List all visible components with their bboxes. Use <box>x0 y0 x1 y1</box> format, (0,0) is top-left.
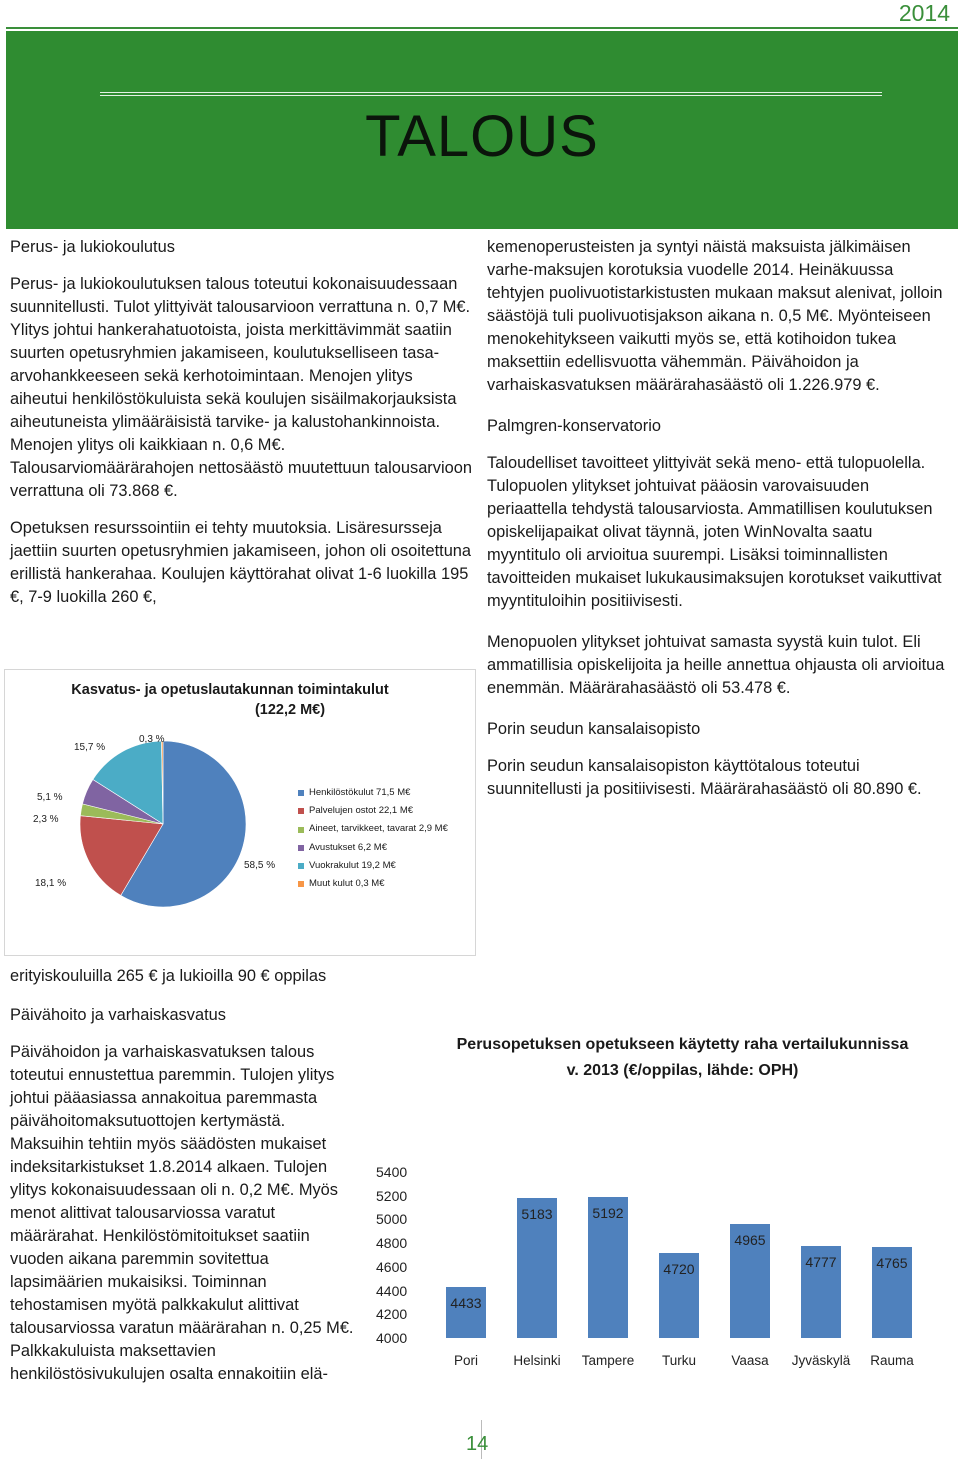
bar-value-label: 4720 <box>663 1260 695 1277</box>
paragraph: erityiskouluilla 265 € ja lukioilla 90 € oppilas <box>10 967 327 985</box>
x-category-label: Vaasa <box>731 1353 769 1368</box>
section-heading-paivahoito: Päivähoito ja varhaiskasvatus <box>10 1006 226 1024</box>
bar-value-label: 4965 <box>734 1231 766 1248</box>
legend-item <box>298 857 448 875</box>
y-tick-label: 4600 <box>376 1258 408 1275</box>
pie-legend <box>298 784 448 893</box>
legend-item <box>298 875 448 893</box>
legend-label: Avustukset 6,2 M€ <box>309 841 387 853</box>
title-banner <box>6 31 958 229</box>
legend-label: Vuokrakulut 19,2 M€ <box>309 859 396 871</box>
pie-label-vuokrat: 15,7 % <box>74 742 106 753</box>
left-column-top <box>10 236 472 623</box>
bar-value-label: 5183 <box>521 1205 553 1222</box>
legend-swatch <box>298 808 304 814</box>
y-tick-label: 5000 <box>376 1211 408 1228</box>
banner-rule-bottom <box>100 95 882 96</box>
pie-label-henkilosto: 58,5 % <box>244 860 276 871</box>
legend-label: Muut kulut 0,3 M€ <box>309 878 385 890</box>
page-title: TALOUS <box>365 104 599 169</box>
section-heading-perus: Perus- ja lukiokoulutus <box>10 238 175 256</box>
paragraph: Menopuolen ylitykset johtuivat samasta syystä kuin tulot. Eli ammatillisia opiskelijoita ja heille annettua ohjausta oli arvioitua enemmän. Määrärahasäästö oli 53.478 €. <box>487 633 945 697</box>
paragraph: Päivähoidon ja varhaiskasvatuksen talous toteutui ennustettua paremmin. Tulojen ylitys johtui pääasiassa annakoitua paremmasta päivähoitomaksutuottojen kertymästä. Maksuihin tehtiin myös säädösten mukaiset indeksitarkistukset 1.8.2014 alkaen. Tulojen ylitys kokonaisuudessaan oli n. 0,2 M€. Myös menot alittivat talousarviossa varatut määrärahat. Henkilöstömitoitukset saatiin vuoden aikana paremmin sovitettua lapsimäärien mukaisiksi. Toiminnan tehostamisen myötä palkkakulut alittivat talousarviossa varatun määrärahan n. 0,25 M€. Palkkakuluista maksettavien henkilöstösivukulujen osalta ennakoitiin elä- <box>10 1043 354 1383</box>
legend-item <box>298 820 448 838</box>
paragraph: Opetuksen resurssointiin ei tehty muutoksia. Lisäresursseja jaettiin suurten opetusryhmien jakamiseen, johon oli osoitettuna erillistä hankerahaa. Koulujen käyttörahat olivat 1-6 luokilla 195 €, 7-9 luokilla 260 €, <box>10 519 472 606</box>
legend-swatch <box>298 881 304 887</box>
legend-label: Henkilöstökulut 71,5 M€ <box>309 787 411 798</box>
right-column <box>487 236 949 815</box>
header-rule <box>6 27 958 29</box>
section-heading-palmgren: Palmgren-konservatorio <box>487 417 661 435</box>
bar-value-label: 4433 <box>450 1294 482 1311</box>
pie-label-muut: 0,3 % <box>139 734 165 745</box>
bar-chart <box>376 1160 936 1380</box>
header-year: 2014 <box>898 0 950 26</box>
paragraph: Perus- ja lukiokoulutuksen talous toteutui kokonaisuudessaan suunnitellusti. Tulot ylittyivät talousarvioon verrattuna n. 0,7 M€. Ylitys johtui hankerahatuotoista, joista merkittävimmät saatiin suurten opetusryhmien jakamiseen, koulutukselliseen tasa-arvohankkeeseen sekä kerhotoimintaan. Menojen ylitys aiheutui henkilöstökuluista sekä koulujen sisäilmakorjauksista aiheutuneista ylimääräisistä tarvike- ja kalustohankinnoista. Menojen ylitys oli kaikkiaan n. 0,6 M€. Talousarviomäärärahojen nettosäästö muutettuun talousarvioon verrattuna oli 73.868 €. <box>10 275 472 500</box>
y-tick-label: 4400 <box>376 1282 408 1299</box>
legend-swatch <box>298 827 304 833</box>
page-number: 14 <box>466 1433 489 1455</box>
legend-swatch <box>298 790 304 796</box>
x-category-label: Jyväskylä <box>791 1353 851 1368</box>
paragraph: Taloudelliset tavoitteet ylittyivät sekä meno- että tulopuolella. Tulopuolen ylitykset johtuivat pääosin varovaisuuden periaattella tehdystä talousarviosta. Ammatillisen koulutuksen opiskelijapaikat olivat täynnä, joten WinNovalta saatu myyntitulo oli arvioitua suurempi. Lisäksi toiminnallisten tavoitteiden mukaiset lukukausimaksujen korotukset vaikuttivat myyntituloihin positiivisesti. <box>487 454 942 610</box>
x-category-label: Turku <box>661 1353 696 1368</box>
pie-label-aineet: 2,3 % <box>33 814 59 825</box>
legend-swatch <box>298 863 304 869</box>
banner-rule-top <box>100 92 882 93</box>
legend-label: Palvelujen ostot 22,1 M€ <box>309 805 414 817</box>
section-heading-kansalaisopisto: Porin seudun kansalaisopisto <box>487 720 701 738</box>
y-tick-label: 5200 <box>376 1187 408 1204</box>
pie-chart-title-line1: Kasvatus- ja opetuslautakunnan toimintakulut <box>71 682 389 698</box>
pie-chart-subtitle: (122,2 M€) <box>254 702 326 718</box>
paragraph: kemenoperusteisten ja syntyi näistä maksuista jälkimäisen varhe-maksujen korotuksia vuodelle 2014. Heinäkuussa tehtyjen puolivuotistarkistusten mukaan maksut alenivat, jolloin säästöjä tuli puolivuotisjakson aikana n. 0,5 M€. Myönteiseen menokehitykseen vaikutti myös se, että kotihoidon tukea maksettiin edellisvuotta vähemmän. Päivähoidon ja varhaiskasvatuksen määrärahasäästö oli 1.226.979 €. <box>487 238 943 394</box>
bar-chart-title: Perusopetuksen opetukseen käytetty raha vertailukunnissa v. 2013 (€/oppilas, lähde: OPH) <box>456 1036 909 1079</box>
left-column-bottom <box>10 965 362 1400</box>
x-category-label: Rauma <box>870 1353 914 1368</box>
bar-value-label: 4765 <box>876 1255 908 1272</box>
y-tick-label: 5400 <box>376 1164 408 1180</box>
bar-value-label: 5192 <box>592 1204 624 1221</box>
title-banner-inner <box>26 51 938 216</box>
legend-label: Aineet, tarvikkeet, tavarat 2,9 M€ <box>309 823 448 835</box>
x-category-label: Helsinki <box>513 1353 561 1368</box>
legend-item <box>298 784 448 802</box>
pie-label-palvelut: 18,1 % <box>35 878 67 889</box>
y-tick-label: 4200 <box>376 1306 408 1323</box>
x-category-label: Pori <box>453 1353 478 1368</box>
legend-item <box>298 839 448 857</box>
legend-swatch <box>298 845 304 851</box>
paragraph: Porin seudun kansalaisopiston käyttötalous toteutui suunnitellusti ja positiivisesti. Määrärahasäästö oli 80.890 €. <box>487 757 922 798</box>
pie-chart <box>4 669 476 956</box>
bar-value-label: 4777 <box>805 1253 837 1270</box>
legend-item <box>298 802 448 820</box>
x-category-label: Tampere <box>581 1353 635 1368</box>
y-tick-label: 4000 <box>376 1330 408 1346</box>
pie-label-avustukset: 5,1 % <box>37 792 63 803</box>
y-tick-label: 4800 <box>376 1235 408 1252</box>
